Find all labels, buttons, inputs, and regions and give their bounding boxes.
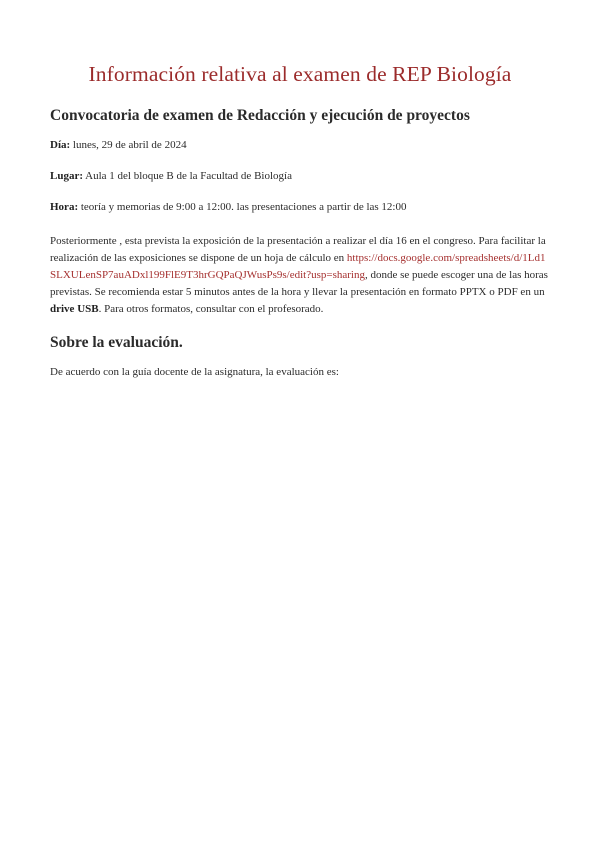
presentation-text-1: Posteriormente , esta prevista la exposición de la presentación a realizar el día 16 en el congreso. Para facilitar la realización de las exposiciones se dispone de un hoja de cálculo en bbox=[50, 235, 546, 264]
exam-day-label: Día: bbox=[50, 139, 71, 151]
presentation-paragraph bbox=[50, 233, 550, 318]
drive-usb-text: drive USB bbox=[50, 303, 99, 315]
exam-call-heading: Convocatoria de examen de Redacción y ejecución de proyectos bbox=[50, 107, 470, 124]
exam-time-value: teoría y memorias de 9:00 a 12:00. las presentaciones a partir de las 12:00 bbox=[78, 201, 407, 213]
exam-place bbox=[50, 168, 550, 185]
presentation-text-2: , donde se puede escoger una de las horas previstas. Se recomienda estar 5 minutos antes de la hora y llevar la presentación en formato PPTX o PDF en un bbox=[50, 269, 548, 298]
exam-place-value: Aula 1 del bloque B de la Facultad de Biología bbox=[83, 170, 292, 182]
exam-time bbox=[50, 199, 550, 216]
evaluation-text: De acuerdo con la guía docente de la asignatura, la evaluación es: bbox=[50, 366, 339, 378]
exam-day-value: lunes, 29 de abril de 2024 bbox=[70, 139, 187, 151]
exam-day bbox=[50, 137, 550, 154]
exam-place-label: Lugar: bbox=[50, 170, 83, 182]
exam-time-label: Hora: bbox=[50, 201, 79, 213]
evaluation-heading: Sobre la evaluación. bbox=[50, 334, 183, 351]
page-title: Información relativa al examen de REP Biología bbox=[88, 62, 512, 86]
presentation-text-3: . Para otros formatos, consultar con el profesorado. bbox=[98, 303, 324, 315]
spreadsheet-link[interactable]: https://docs.google.com/spreadsheets/d/1Ld1SLXULenSP7auADxl199FlE9T3hrGQPaQJWusPs9s/edit?usp=sharing bbox=[50, 252, 546, 281]
